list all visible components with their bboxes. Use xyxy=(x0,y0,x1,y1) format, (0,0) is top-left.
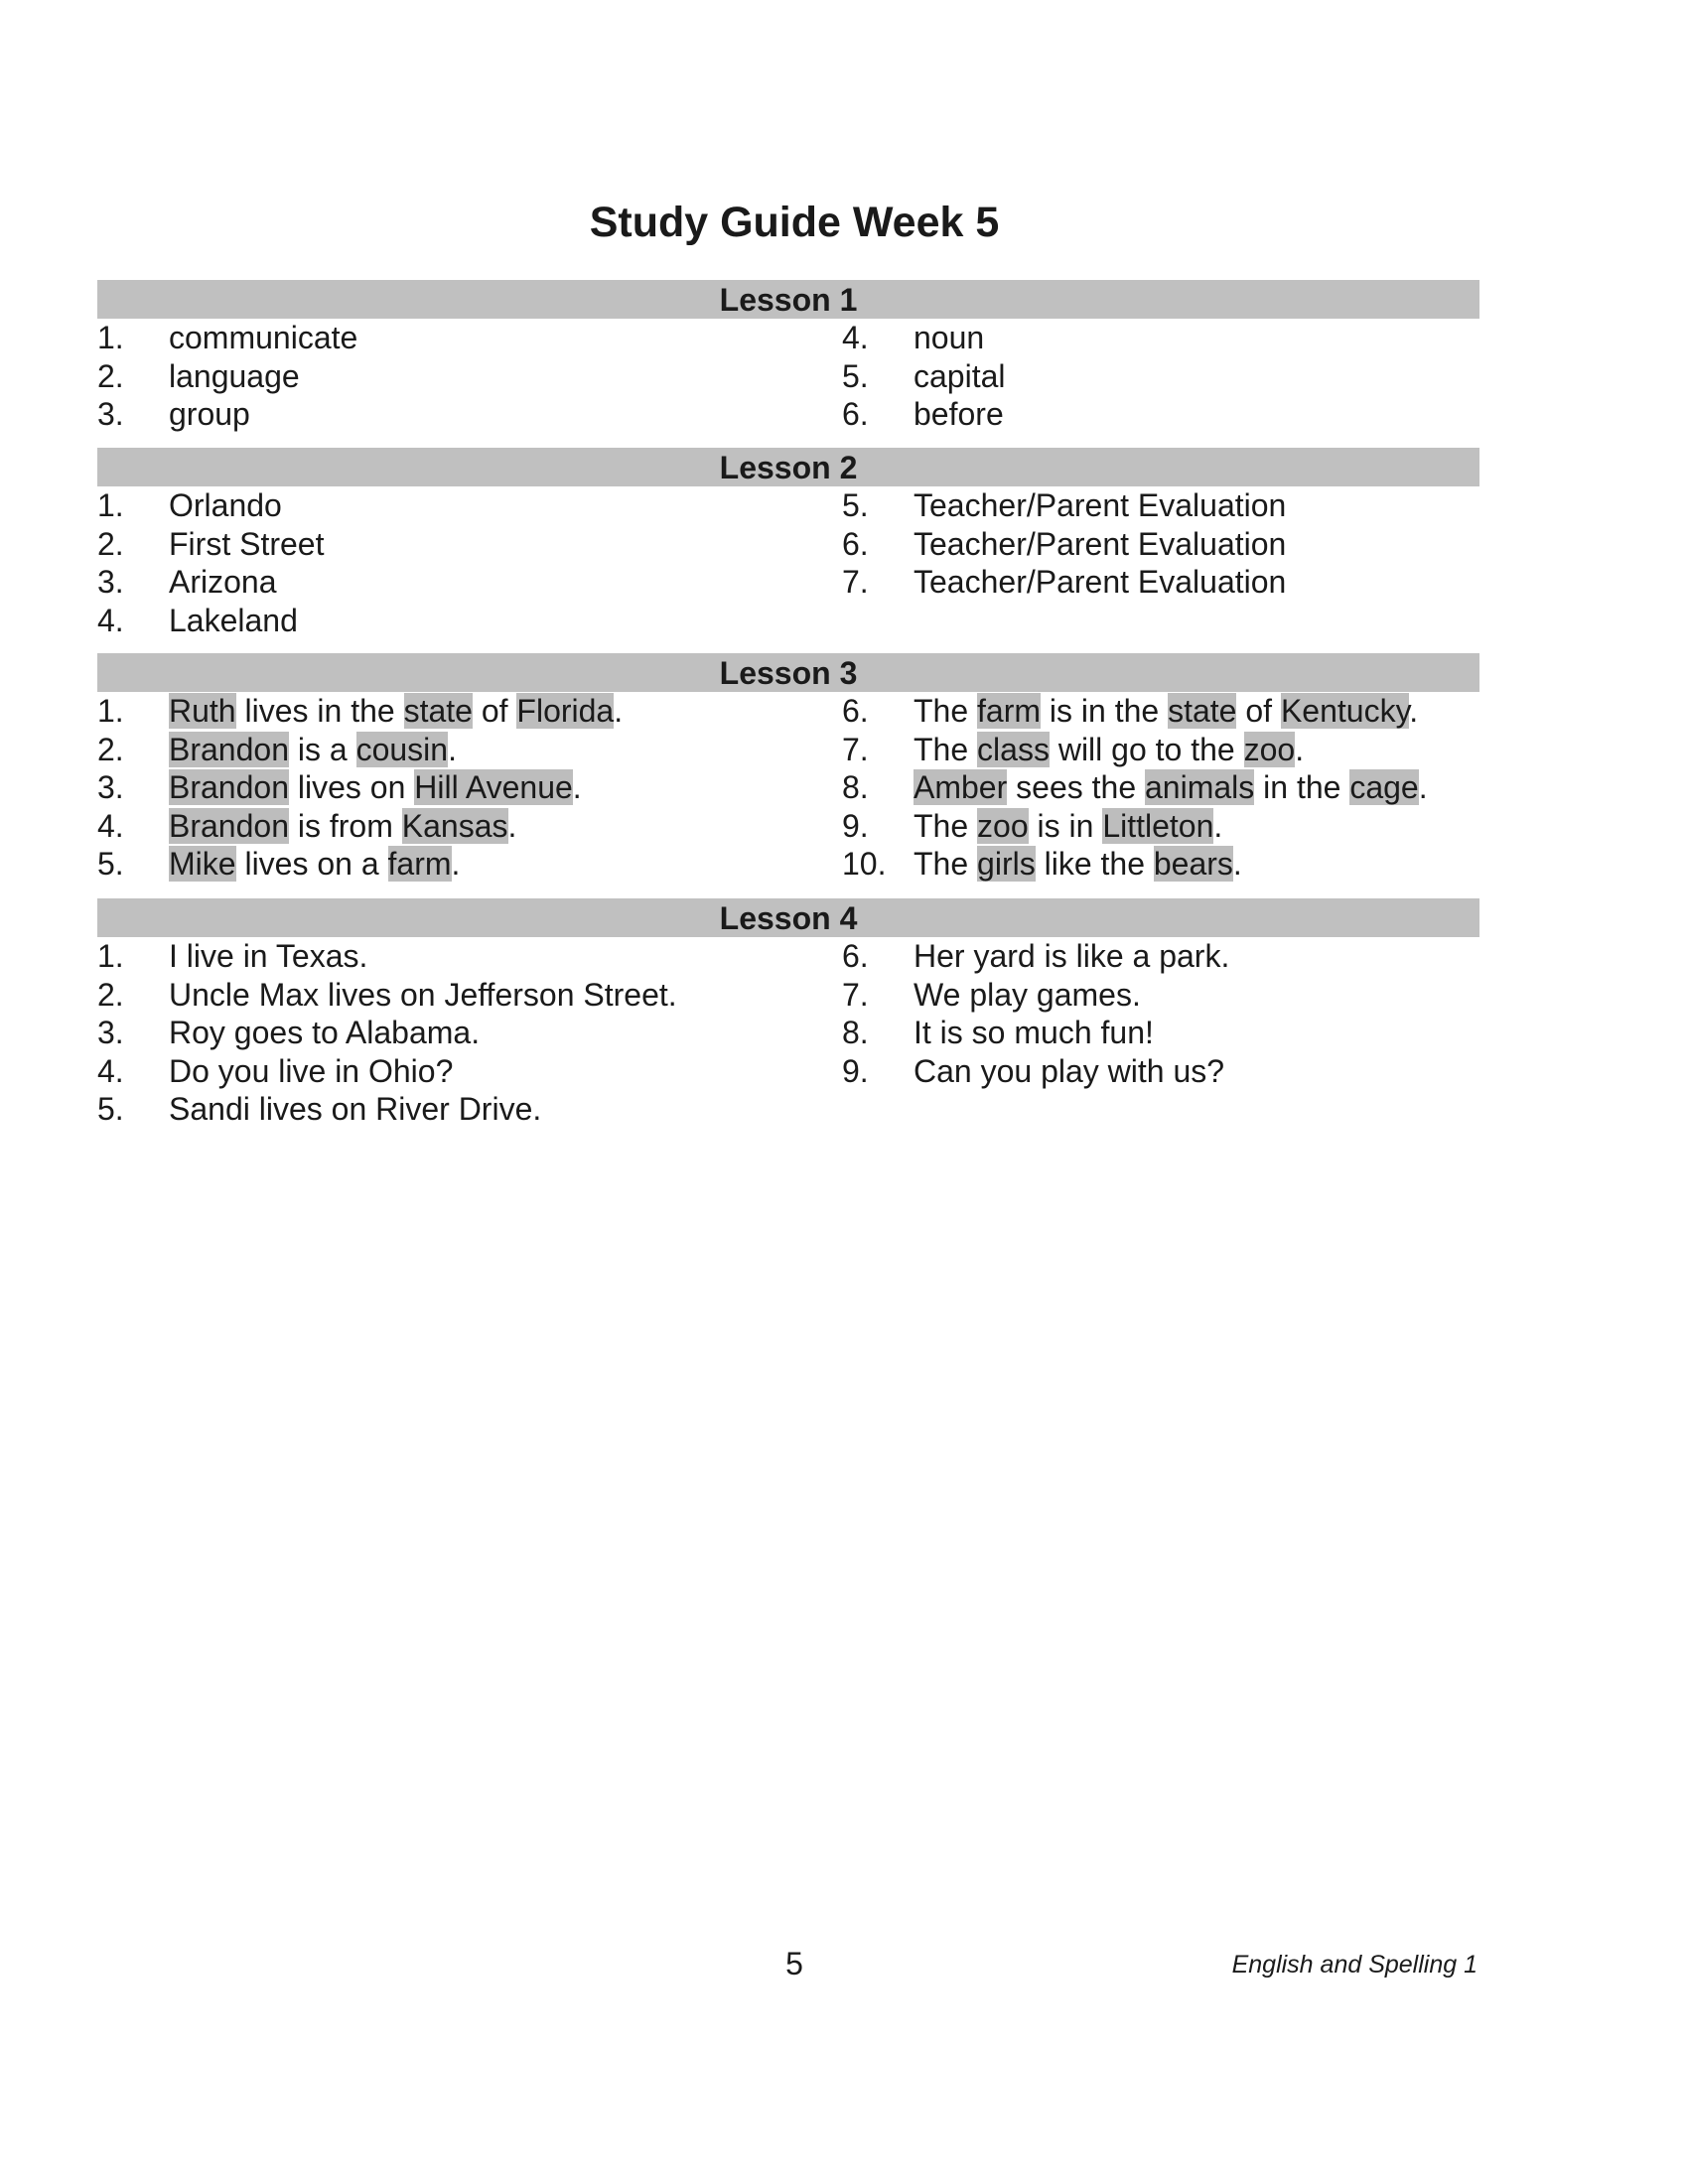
highlighted-word: Florida xyxy=(516,693,615,729)
highlighted-word: Mike xyxy=(169,846,236,882)
text-segment: capital xyxy=(914,357,1006,394)
highlighted-word: Amber xyxy=(914,769,1008,805)
text-segment: of xyxy=(472,693,517,729)
item-text xyxy=(914,357,1006,395)
highlighted-word: bears xyxy=(1153,846,1233,882)
item-text xyxy=(169,319,357,356)
text-segment: Teacher/Parent Evaluation xyxy=(914,564,1287,600)
text-segment: is from xyxy=(288,807,402,844)
item-number: 5. xyxy=(97,846,124,882)
text-segment: The xyxy=(914,807,978,844)
page-number: 5 xyxy=(785,1946,803,1981)
item-number: 9. xyxy=(842,807,869,844)
text-segment: . xyxy=(1295,731,1305,767)
text-segment: . xyxy=(451,846,461,882)
item-number: 10. xyxy=(842,846,887,882)
item-text xyxy=(914,319,984,356)
text-segment: . xyxy=(1409,693,1419,729)
item-text xyxy=(914,845,1242,883)
text-segment: like the xyxy=(1035,846,1154,882)
item-text xyxy=(914,731,1304,768)
highlighted-word: Littleton xyxy=(1102,807,1214,844)
highlighted-word: Ruth xyxy=(169,693,236,729)
item-text xyxy=(169,563,277,601)
item-number: 1. xyxy=(97,938,124,974)
item-text xyxy=(169,602,298,639)
text-segment: noun xyxy=(914,320,985,355)
item-number: 4. xyxy=(97,602,124,638)
highlighted-word: zoo xyxy=(1243,731,1296,767)
text-segment: communicate xyxy=(169,320,358,355)
lesson-header: Lesson 3 xyxy=(97,653,1479,692)
highlighted-word: Kansas xyxy=(401,807,508,844)
text-segment: The xyxy=(914,846,978,882)
item-text xyxy=(914,486,1286,524)
text-segment: Roy goes to Alabama. xyxy=(169,1015,481,1050)
item-text xyxy=(169,845,460,883)
item-text xyxy=(914,937,1229,975)
text-segment: The xyxy=(914,731,978,767)
highlighted-word: farm xyxy=(977,693,1042,729)
highlighted-word: farm xyxy=(387,846,452,882)
text-segment: . xyxy=(448,731,457,767)
item-number: 6. xyxy=(842,525,869,562)
lesson-3-section xyxy=(97,653,1479,882)
highlighted-word: cousin xyxy=(355,731,449,767)
highlighted-word: Hill Avenue xyxy=(414,769,573,805)
item-number: 7. xyxy=(842,976,869,1013)
text-segment: is in xyxy=(1028,807,1103,844)
item-number: 8. xyxy=(842,1015,869,1050)
item-text xyxy=(169,976,677,1014)
text-segment: Uncle Max lives on Jefferson Street. xyxy=(169,976,677,1013)
item-number: 3. xyxy=(97,1015,124,1050)
item-number: 3. xyxy=(97,564,124,600)
text-segment: is a xyxy=(288,731,356,767)
text-segment: The xyxy=(914,693,978,729)
text-segment: Do you live in Ohio? xyxy=(169,1052,454,1089)
item-text xyxy=(169,937,367,975)
item-text xyxy=(914,563,1286,601)
highlighted-word: cage xyxy=(1349,769,1419,805)
highlighted-word: Kentucky xyxy=(1280,693,1410,729)
text-segment: Her yard is like a park. xyxy=(914,938,1230,974)
item-number: 4. xyxy=(97,807,124,844)
item-text xyxy=(169,731,457,768)
item-number: 2. xyxy=(97,357,124,394)
item-number: 7. xyxy=(842,731,869,767)
item-text xyxy=(169,692,623,730)
item-number: 3. xyxy=(97,396,124,432)
text-segment: before xyxy=(914,396,1004,432)
item-text xyxy=(914,768,1428,806)
text-segment: group xyxy=(169,396,250,432)
item-text xyxy=(169,1014,480,1051)
item-number: 4. xyxy=(842,320,869,355)
highlighted-word: Brandon xyxy=(169,731,289,767)
highlighted-word: Brandon xyxy=(169,769,289,805)
item-number: 3. xyxy=(97,769,124,805)
text-segment: Teacher/Parent Evaluation xyxy=(914,487,1287,523)
footer-book-title: English and Spelling 1 xyxy=(1231,1951,1477,1979)
item-number: 8. xyxy=(842,769,869,805)
item-text xyxy=(914,525,1286,563)
lesson-header: Lesson 1 xyxy=(97,280,1479,319)
item-text xyxy=(169,525,324,563)
lesson-1-section xyxy=(97,280,1479,432)
highlighted-word: class xyxy=(977,731,1050,767)
item-text xyxy=(914,1052,1224,1090)
highlighted-word: animals xyxy=(1145,769,1255,805)
item-number: 2. xyxy=(97,976,124,1013)
item-text xyxy=(169,768,582,806)
text-segment: of xyxy=(1236,693,1281,729)
item-text xyxy=(169,395,250,433)
text-segment: . xyxy=(572,769,582,805)
item-text xyxy=(169,1090,541,1128)
item-text xyxy=(914,395,1004,433)
item-number: 6. xyxy=(842,938,869,974)
text-segment: Lakeland xyxy=(169,602,298,638)
item-number: 2. xyxy=(97,731,124,767)
item-number: 5. xyxy=(842,487,869,523)
item-number: 1. xyxy=(97,693,124,729)
lesson-4-section xyxy=(97,898,1479,1127)
text-segment: in the xyxy=(1254,769,1350,805)
text-segment: Sandi lives on River Drive. xyxy=(169,1091,542,1127)
item-text xyxy=(914,1014,1154,1051)
text-segment: I live in Texas. xyxy=(169,938,368,974)
text-segment: Orlando xyxy=(169,487,282,523)
lesson-header: Lesson 2 xyxy=(97,448,1479,486)
text-segment: Arizona xyxy=(169,564,277,600)
item-number: 6. xyxy=(842,396,869,432)
item-text xyxy=(914,976,1141,1014)
text-segment: . xyxy=(614,693,624,729)
text-segment: sees the xyxy=(1007,769,1145,805)
text-segment: is in the xyxy=(1041,693,1169,729)
item-text xyxy=(169,357,300,395)
text-segment: We play games. xyxy=(914,976,1141,1013)
item-number: 1. xyxy=(97,320,124,355)
lesson-2-section xyxy=(97,448,1479,638)
text-segment: Can you play with us? xyxy=(914,1052,1225,1089)
item-number: 7. xyxy=(842,564,869,600)
text-segment: It is so much fun! xyxy=(914,1015,1154,1050)
item-number: 5. xyxy=(842,357,869,394)
item-number: 9. xyxy=(842,1052,869,1089)
highlighted-word: state xyxy=(1168,693,1237,729)
text-segment: lives in the xyxy=(235,693,404,729)
text-segment: will go to the xyxy=(1049,731,1244,767)
text-segment: . xyxy=(1232,846,1242,882)
text-segment: . xyxy=(1213,807,1223,844)
highlighted-word: girls xyxy=(977,846,1036,882)
highlighted-word: state xyxy=(403,693,473,729)
item-number: 5. xyxy=(97,1091,124,1127)
item-number: 1. xyxy=(97,487,124,523)
highlighted-word: Brandon xyxy=(169,807,289,844)
item-text xyxy=(914,692,1418,730)
item-number: 4. xyxy=(97,1052,124,1089)
item-number: 6. xyxy=(842,693,869,729)
item-text xyxy=(169,1052,453,1090)
item-text xyxy=(169,807,516,845)
item-text xyxy=(914,807,1222,845)
text-segment: First Street xyxy=(169,525,325,562)
text-segment: language xyxy=(169,357,300,394)
page-title: Study Guide Week 5 xyxy=(589,199,1000,246)
lesson-header: Lesson 4 xyxy=(97,898,1479,937)
highlighted-word: zoo xyxy=(977,807,1029,844)
text-segment: . xyxy=(507,807,517,844)
text-segment: lives on a xyxy=(235,846,388,882)
text-segment: . xyxy=(1418,769,1428,805)
text-segment: lives on xyxy=(288,769,415,805)
item-number: 2. xyxy=(97,525,124,562)
text-segment: Teacher/Parent Evaluation xyxy=(914,525,1287,562)
item-text xyxy=(169,486,282,524)
